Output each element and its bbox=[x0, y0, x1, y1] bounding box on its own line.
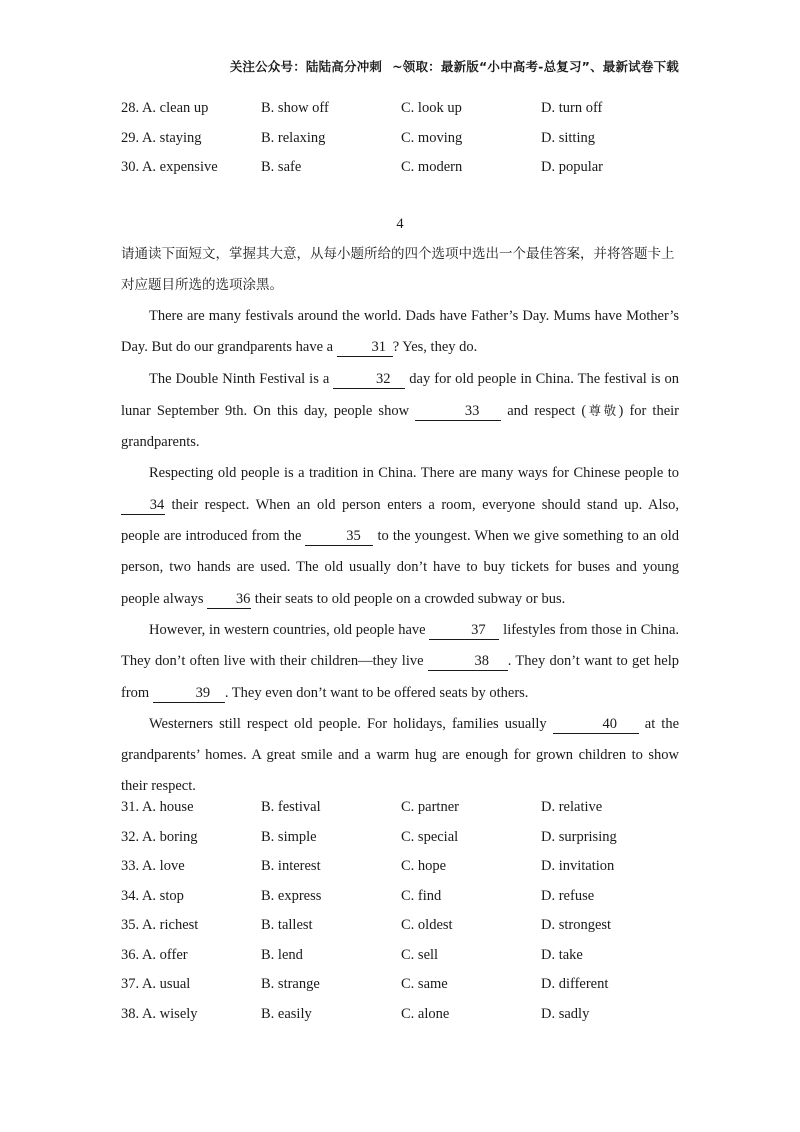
header-left-text: 关注公众号：陆陆高分冲刺 bbox=[229, 59, 383, 74]
cloze-passage bbox=[121, 301, 679, 803]
option-d: D. different bbox=[541, 976, 609, 992]
option-a: 29. A. staying bbox=[121, 130, 202, 146]
option-row-38 bbox=[121, 1006, 681, 1026]
option-d: D. strongest bbox=[541, 917, 612, 933]
blank-32: 32 bbox=[333, 371, 405, 389]
option-b: B. safe bbox=[261, 159, 302, 175]
blank-31: 31 bbox=[337, 339, 393, 357]
option-a: 36. A. offer bbox=[121, 947, 188, 963]
option-b: B. easily bbox=[261, 1006, 312, 1022]
option-row-33 bbox=[121, 858, 681, 878]
section-number: 4 bbox=[396, 216, 404, 232]
option-b: B. simple bbox=[261, 829, 317, 845]
option-row-32 bbox=[121, 829, 681, 849]
option-a: 31. A. house bbox=[121, 799, 194, 815]
option-b: B. relaxing bbox=[261, 130, 326, 146]
option-c: C. partner bbox=[401, 799, 459, 815]
option-b: B. express bbox=[261, 888, 322, 904]
option-a: 37. A. usual bbox=[121, 976, 191, 992]
option-b: B. strange bbox=[261, 976, 320, 992]
option-d: D. take bbox=[541, 947, 583, 963]
option-d: D. refuse bbox=[541, 888, 595, 904]
option-c: C. oldest bbox=[401, 917, 453, 933]
blank-40: 40 bbox=[553, 716, 639, 734]
option-d: D. sadly bbox=[541, 1006, 590, 1022]
option-b: B. festival bbox=[261, 799, 321, 815]
option-a: 28. A. clean up bbox=[121, 100, 209, 116]
option-row-30 bbox=[121, 159, 681, 179]
option-b: B. show off bbox=[261, 100, 329, 116]
option-c: C. look up bbox=[401, 100, 462, 116]
blank-38: 38 bbox=[428, 653, 508, 671]
paragraph-2: The Double Ninth Festival is a 32 day for old people in China. The festival is on lunar September 9th. On this day, people show 33 and respect (尊敬) for their grandparents. bbox=[121, 370, 680, 451]
option-a: 38. A. wisely bbox=[121, 1006, 198, 1022]
option-d: D. turn off bbox=[541, 100, 603, 116]
option-row-31 bbox=[121, 799, 681, 819]
option-c: C. modern bbox=[401, 159, 463, 175]
blank-33: 33 bbox=[415, 403, 501, 421]
paragraph-1: There are many festivals around the world. Dads have Father’s Day. Mums have Mother’s Day. But do our grandparents have a 31 ? Yes, they do. bbox=[121, 308, 679, 356]
paragraph-3: Respecting old people is a tradition in China. There are many ways for Chinese people to 34 their respect. When an old person enters a room, everyone should stand up. Also, people are introduced from the 35 to the youngest. When we give something to an old person, two hands are used. The old usually don’t have to buy tickets for buses and young people always 36 their seats to old people on a crowded subway or bus. bbox=[121, 465, 679, 607]
option-a: 33. A. love bbox=[121, 858, 185, 874]
option-d: D. relative bbox=[541, 799, 603, 815]
blank-37: 37 bbox=[429, 622, 499, 640]
option-a: 34. A. stop bbox=[121, 888, 184, 904]
option-c: C. alone bbox=[401, 1006, 450, 1022]
option-a: 30. A. expensive bbox=[121, 159, 218, 175]
option-c: C. hope bbox=[401, 858, 447, 874]
blank-35: 35 bbox=[305, 528, 373, 546]
option-d: D. sitting bbox=[541, 130, 595, 146]
blank-36: 36 bbox=[207, 591, 251, 609]
option-b: B. tallest bbox=[261, 917, 313, 933]
option-row-36 bbox=[121, 947, 681, 967]
page-header bbox=[230, 57, 679, 75]
option-row-37 bbox=[121, 976, 681, 996]
option-d: D. surprising bbox=[541, 829, 617, 845]
option-a: 35. A. richest bbox=[121, 917, 199, 933]
instruction-text: 请通读下面短文，掌握其大意，从每小题所给的四个选项中选出一个最佳答案，并将答题卡上对应题目所选的选项涂黑。 bbox=[121, 246, 675, 293]
option-c: C. special bbox=[401, 829, 459, 845]
option-d: D. invitation bbox=[541, 858, 615, 874]
option-row-34 bbox=[121, 888, 681, 908]
option-row-28 bbox=[121, 100, 681, 120]
option-row-29 bbox=[121, 130, 681, 150]
option-c: C. moving bbox=[401, 130, 463, 146]
blank-39: 39 bbox=[153, 685, 225, 703]
header-right-text: ~领取：最新版“小中高考-总复习”、最新试卷下载 bbox=[392, 59, 679, 74]
paragraph-4: However, in western countries, old people have 37 lifestyles from those in China. They don’t often live with their children—they live 38 . They don’t want to get help from 39 . They even don’t want to be offered seats by others. bbox=[121, 621, 679, 701]
option-d: D. popular bbox=[541, 159, 604, 175]
option-a: 32. A. boring bbox=[121, 829, 198, 845]
option-c: C. find bbox=[401, 888, 442, 904]
blank-34: 34 bbox=[121, 497, 165, 515]
option-c: C. sell bbox=[401, 947, 439, 963]
option-b: B. interest bbox=[261, 858, 321, 874]
paragraph-5: Westerners still respect old people. For holidays, families usually 40 at the grandparents’ homes. A great smile and a warm hug are enough for grown children to show their respect. bbox=[121, 715, 679, 795]
option-row-35 bbox=[121, 917, 681, 937]
option-b: B. lend bbox=[261, 947, 303, 963]
option-c: C. same bbox=[401, 976, 448, 992]
